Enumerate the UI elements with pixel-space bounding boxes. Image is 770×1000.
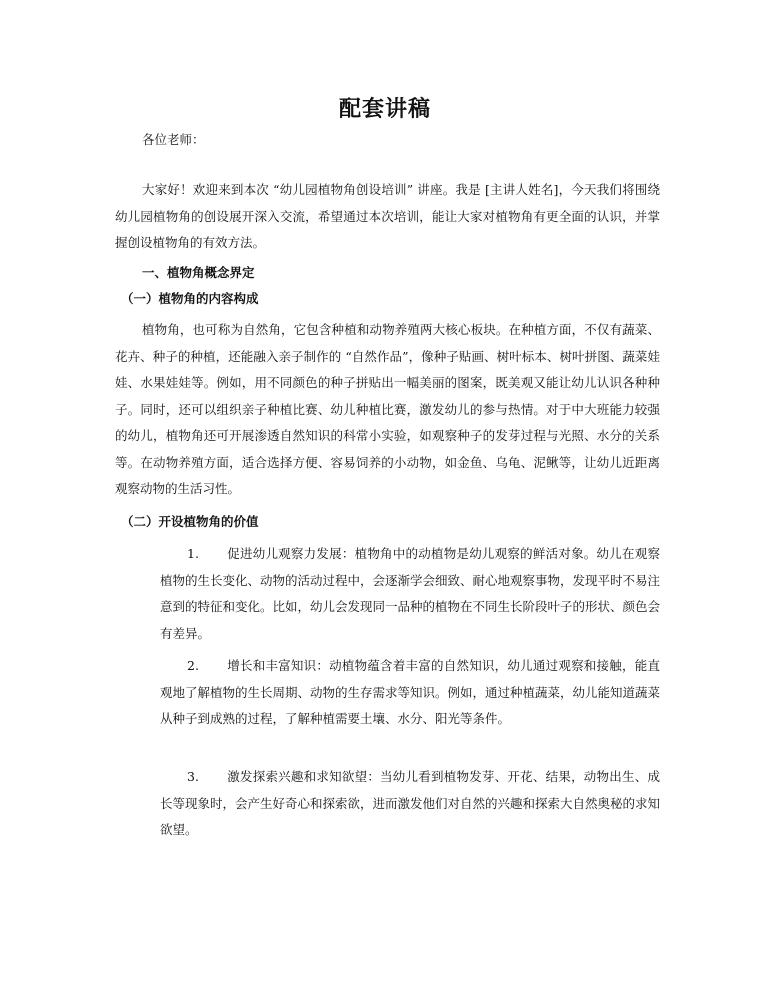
list-item (160, 764, 660, 844)
subsection-heading-1: （一）植物角的内容构成 (121, 291, 259, 306)
content-paragraph: 植物角，也可称为自然角，它包含种植和动物养殖两大核心板块。在种植方面，不仅有蔬菜、花卉、种子的种植，还能融入亲子制作的 “自然作品”，像种子贴画、树叶标本、树叶拼图、蔬菜娃娃、水果娃娃等。例如，用不同颜色的种子拼贴出一幅美丽的图案，既美观又能让幼儿认识各种种子。同时，还可以组织亲子种植比赛、幼儿种植比赛，激发幼儿的参与热情。对于中大班能力较强的幼儿，植物角还可开展渗透自然知识的科常小实验，如观察种子的发芽过程与光照、水分的关系等。在动物养殖方面，适合选择方便、容易饲养的小动物，如金鱼、乌龟、泥鳅等，让幼儿近距离观察动物的生活习性。 (115, 322, 660, 496)
list-item-number: 1. (187, 546, 199, 561)
intro-paragraph: 大家好！欢迎来到本次 “幼儿园植物角创设培训” 讲座。我是 [主讲人姓名]，今天我们将围绕幼儿园植物角的创设展开深入交流，希望通过本次培训，能让大家对植物角有更全面的认识，并掌握创设植物角的有效方法。 (115, 182, 660, 250)
list-item-text: 激发探索兴趣和求知欲望：当幼儿看到植物发芽、开花、结果，动物出生、成长等现象时，会产生好奇心和探索欲，进而激发他们对自然的兴趣和探索大自然奥秘的求知欲望。 (160, 769, 661, 837)
list-item (160, 653, 660, 733)
page-title: 配套讲稿 (338, 96, 431, 122)
list-item-text: 促进幼儿观察力发展：植物角中的动植物是幼儿观察的鲜活对象。幼儿在观察植物的生长变化、动物的活动过程中，会逐渐学会细致、耐心地观察事物，发现平时不易注意到的特征和变化。比如，幼儿会发现同一品种的植物在不同生长阶段叶子的形状、颜色会有差异。 (160, 546, 661, 641)
list-item-text: 增长和丰富知识：动植物蕴含着丰富的自然知识，幼儿通过观察和接触，能直观地了解植物的生长周期、动物的生存需求等知识。例如，通过种植蔬菜，幼儿能知道蔬菜从种子到成熟的过程，了解种植需要土壤、水分、阳光等条件。 (160, 658, 661, 726)
subsection-heading-2: （二）开设植物角的价值 (121, 514, 259, 529)
section-heading-1: 一、植物角概念界定 (142, 265, 255, 280)
list-item-number: 3. (187, 769, 199, 784)
list-item-number: 2. (187, 658, 199, 673)
salutation: 各位老师： (142, 132, 205, 147)
list-item (160, 541, 660, 647)
